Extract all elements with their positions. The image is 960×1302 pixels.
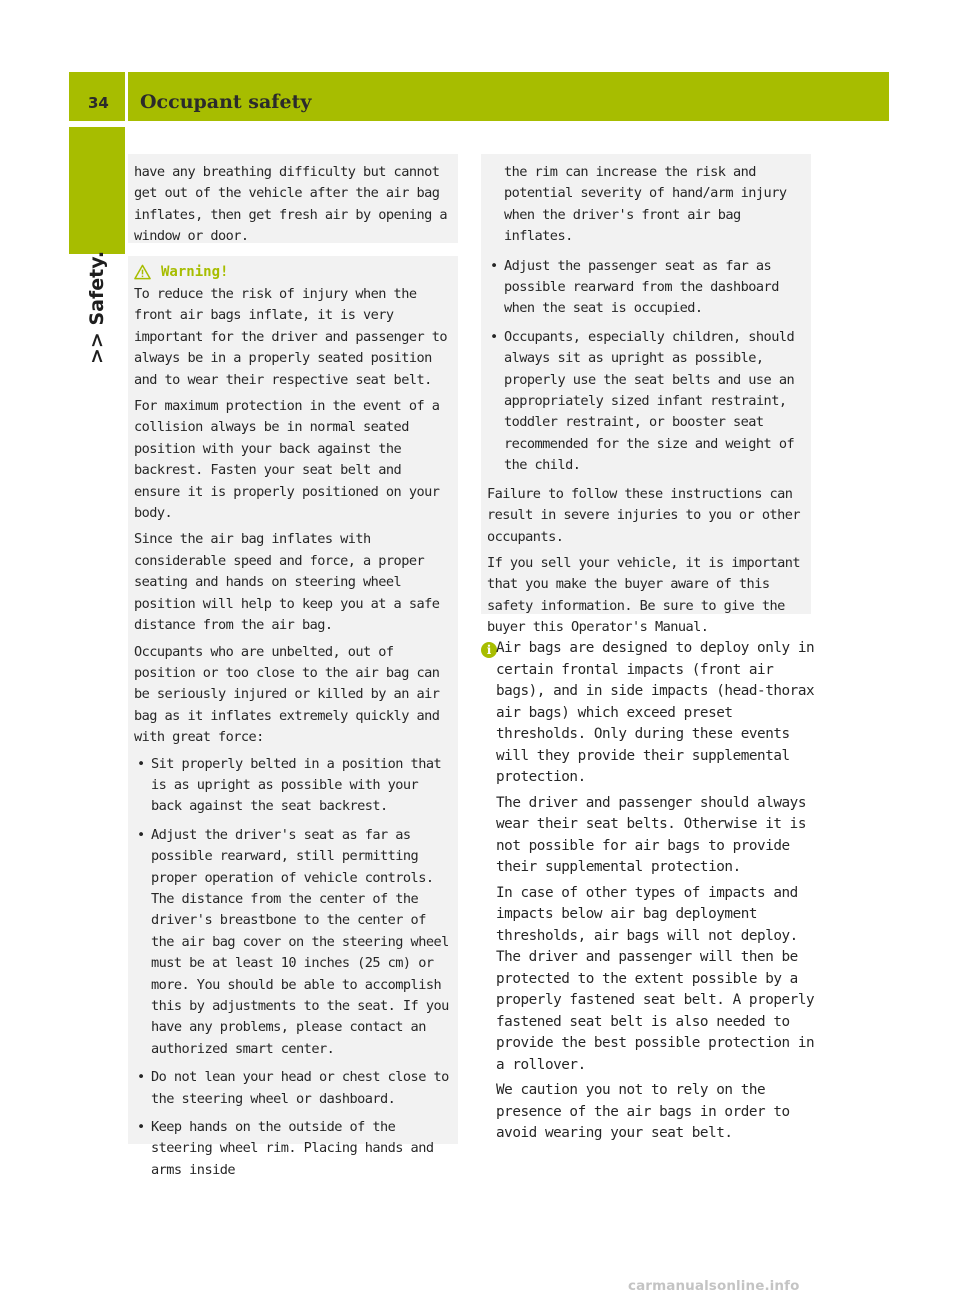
warning-paragraph: If you sell your vehicle, it is important that you make the buyer aware of this safety information. Be sure to give the buyer this Operator's Manual.: [487, 554, 800, 636]
bullet-item: • Adjust the driver's seat as far as possible rearward, still permitting proper operation of vehicle controls. The distance from the center of the driver's breastbone to the center of the air bag cover on the steering wheel must be at least 10 inches (25 cm) or more. You should be able to accomplish this by adjustments to the seat. If you have any problems, please contact an authorized smart center.: [134, 825, 452, 1060]
warning-box: [128, 256, 458, 1178]
info-icon: i: [481, 642, 497, 658]
bullet-item: • Occupants, especially children, should always sit as upright as possible, properly use the seat belts and use an appropriately sized infant restraint, toddler restraint, or booster seat recommended for the size and weight of the child.: [487, 327, 805, 477]
info-text: [496, 638, 816, 1149]
warning-label: Warning!: [161, 264, 229, 280]
chapter-tab: [84, 250, 112, 370]
warning-paragraph: For maximum protection in the event of a collision always be in normal seated position with your back against the backrest. Fasten your seat belt and ensure it is properly positioned on your body.: [134, 398, 440, 522]
info-paragraph: The driver and passenger should always wear their seat belts. Otherwise it is not possible for air bags to provide their supplemental protection.: [496, 794, 806, 875]
chapter-label: >> Safety.: [86, 250, 108, 364]
info-paragraph: We caution you not to rely on the presence of the air bags in order to avoid wearing your seat belt.: [496, 1082, 790, 1141]
intro-box: [128, 154, 458, 243]
warning-triangle-icon: [134, 264, 151, 280]
bullet-item: • Do not lean your head or chest close to the steering wheel or dashboard.: [134, 1067, 452, 1110]
section-header: [128, 72, 889, 121]
info-paragraph: Air bags are designed to deploy only in certain frontal impacts (front air bags), and in side impacts (head-thorax air bags) which exceed preset thresholds. Only during these events will they provide their supplemental protection.: [496, 640, 815, 785]
warning-continuation-box: [481, 154, 811, 636]
warning-paragraph: Occupants who are unbelted, out of position or too close to the air bag can be seriously injured or killed by an air bag as it inflates extremely quickly and with great force:: [134, 643, 440, 746]
warning-paragraph: To reduce the risk of injury when the front air bags inflate, it is very important for the driver and passenger to always be in a properly seated position and to wear their respective seat belt.: [134, 286, 447, 388]
page-number-tab: [69, 72, 125, 121]
intro-text: have any breathing difficulty but cannot get out of the vehicle after the air bag inflates, then get fresh air by opening a window or door.: [134, 164, 447, 245]
section-title: Occupant safety: [140, 91, 312, 113]
continuation-text: the rim can increase the risk and potential severity of hand/arm injury when the driver's front air bag inflates.: [504, 164, 787, 245]
chapter-marker-block: [69, 127, 125, 254]
warning-heading: [134, 264, 452, 280]
bullet-item: • Sit properly belted in a position that is as upright as possible with your back against the seat backrest.: [134, 754, 452, 818]
page-number: 34: [88, 94, 109, 112]
watermark: carmanualsonline.info: [628, 1278, 800, 1294]
info-paragraph: In case of other types of impacts and impacts below air bag deployment thresholds, air bags will not deploy. The driver and passenger will then be protected to the extent possible by a properly fastened seat belt. A properly fastened seat belt is also needed to provide the best possible protection in a rollover.: [496, 884, 815, 1073]
warning-paragraph: Failure to follow these instructions can result in severe injuries to you or other occupants.: [487, 485, 800, 545]
warning-paragraph: Since the air bag inflates with considerable speed and force, a proper seating and hands on steering wheel position will help to keep you at a safe distance from the air bag.: [134, 531, 440, 634]
bullet-item: • Keep hands on the outside of the steering wheel rim. Placing hands and arms inside: [134, 1117, 452, 1181]
bullet-item: • Adjust the passenger seat as far as possible rearward from the dashboard when the seat is occupied.: [487, 256, 805, 320]
